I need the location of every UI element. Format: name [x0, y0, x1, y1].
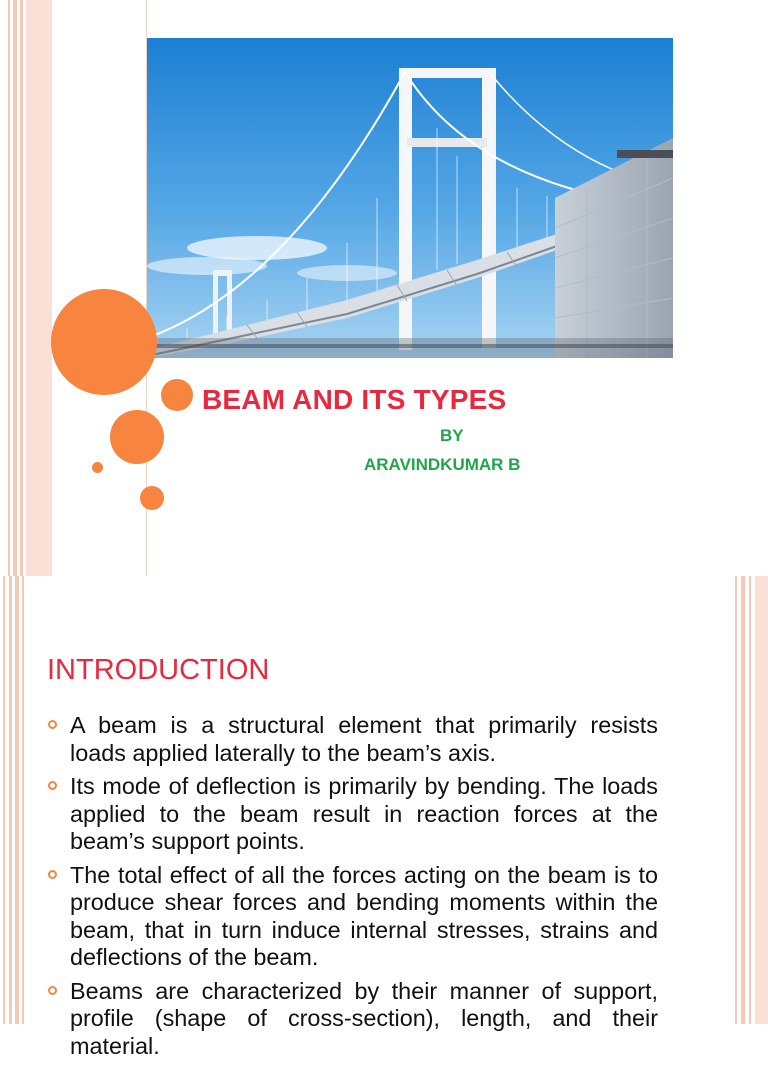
decorative-stripe: [8, 0, 10, 576]
decorative-stripe: [26, 0, 52, 576]
decorative-stripe: [3, 576, 5, 1024]
bullet-text: A beam is a structural element that primarily resists loads applied laterally to the beam’s axis.: [70, 712, 658, 766]
list-item: [47, 773, 658, 856]
author-name: ARAVINDKUMAR B: [364, 455, 521, 474]
decorative-stripe: [20, 0, 23, 576]
decorative-stripe: [22, 576, 24, 1024]
decorative-stripe: [9, 576, 12, 1024]
decorative-stripe: [735, 576, 737, 1024]
decorative-stripe: [749, 576, 751, 1024]
list-item: [47, 862, 658, 972]
decorative-stripe: [15, 576, 19, 1024]
suspension-bridge-image: [147, 38, 673, 358]
slide-title: BEAM AND ITS TYPES: [202, 384, 507, 415]
decorative-circle: [161, 379, 193, 411]
subtitle-by: BY: [440, 426, 464, 445]
list-item: [47, 978, 658, 1061]
decorative-stripe: [741, 576, 745, 1024]
bullet-text: Beams are characterized by their manner of support, profile (shape of cross-section), length, and their material.: [70, 977, 658, 1059]
ring-bullet-icon: [48, 720, 57, 729]
introduction-slide: [0, 576, 768, 1059]
bullet-list: [47, 712, 658, 1066]
decorative-stripe: [755, 576, 768, 1024]
ring-bullet-icon: [48, 870, 57, 879]
list-item: [47, 712, 658, 767]
ring-bullet-icon: [48, 781, 57, 790]
bullet-text: The total effect of all the forces acting on the beam is to produce shear forces and bending moments within the beam, that in turn induce internal stresses, strains and deflections of the beam.: [70, 861, 658, 970]
bridge-photo: [147, 38, 673, 358]
bullet-text: Its mode of deflection is primarily by bending. The loads applied to the beam result in reaction forces at the beam’s support points.: [70, 773, 658, 854]
decorative-circle: [92, 462, 103, 473]
decorative-circle: [51, 289, 157, 395]
decorative-stripe: [13, 0, 17, 576]
decorative-circle: [110, 410, 164, 464]
ring-bullet-icon: [48, 986, 57, 995]
section-heading: INTRODUCTION: [47, 654, 270, 686]
decorative-circle: [140, 486, 164, 510]
